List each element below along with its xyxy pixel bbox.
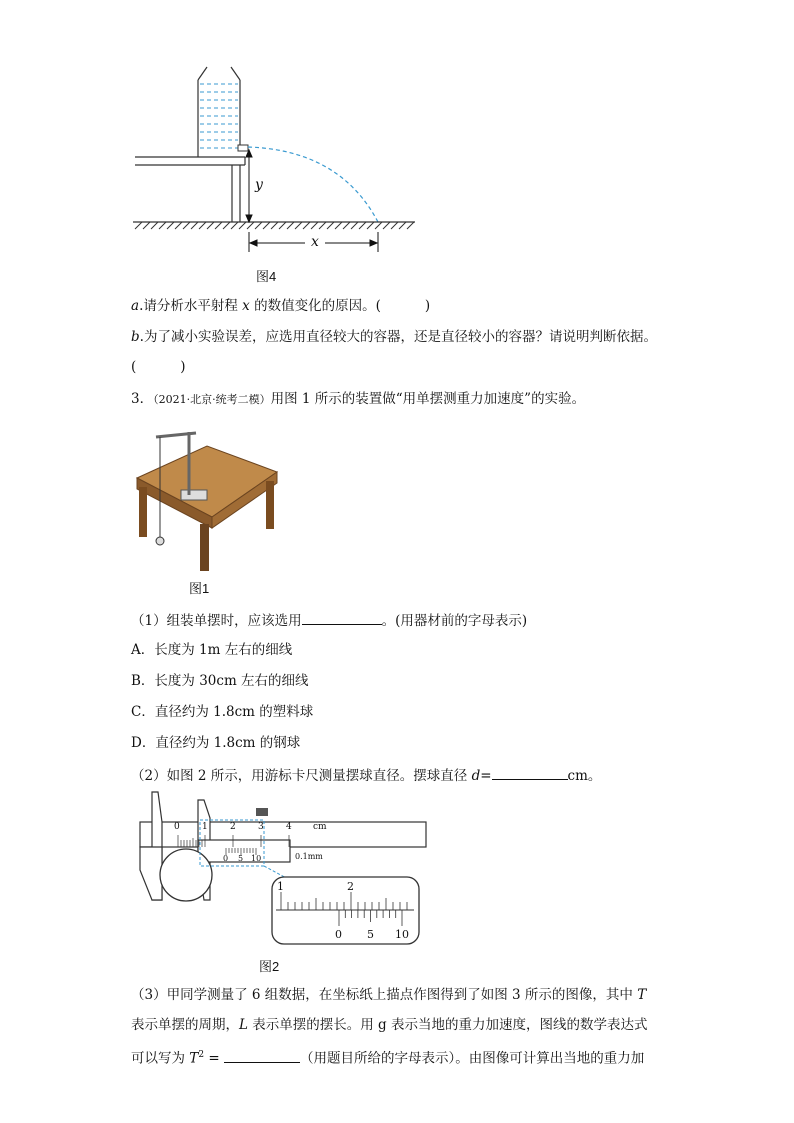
caliper-vernier-label: 10: [251, 854, 262, 863]
caliper-main-tick-label: 3: [258, 822, 264, 832]
caliper-lock-screw: [256, 808, 268, 816]
caliper-precision: 0.1mm: [295, 852, 323, 861]
caliper-vernier-label: 5: [238, 854, 244, 863]
q3-sub1: （1）组装单摆时，应该选用 。(用器材前的字母表示): [131, 610, 527, 630]
q3-option-c: C．直径约为 1.8cm 的塑料球: [131, 704, 314, 720]
q2-part-a: a.请分析水平射程 x 的数值变化的原因。( ): [131, 298, 431, 314]
q3-sub3-line2: 表示单摆的周期，L 表示单摆的摆长。用 g 表示当地的重力加速度，图线的数学表达式: [131, 1017, 648, 1033]
fig1-caption: 图1: [189, 581, 210, 596]
q3-option-d: D．直径约为 1.8cm 的钢球: [131, 735, 301, 751]
caliper-fixed-jaw-lower: [140, 847, 162, 900]
pendulum-ball: [160, 849, 212, 901]
q2-part-b-answer: ( ): [131, 359, 186, 375]
fig2-caption: 图2: [259, 959, 280, 974]
zoom-vernier-tick-label: 10: [395, 928, 409, 941]
fig4-label-x: x: [311, 234, 319, 250]
fig4-caption: 图4: [256, 269, 277, 284]
caliper-vernier-label: 0: [223, 854, 229, 863]
fig4-label-y: y: [255, 177, 263, 193]
q3-sub2: （2）如图 2 所示，用游标卡尺测量摆球直径。摆球直径 d= cm。: [131, 765, 601, 785]
caliper-main-tick-label: 2: [230, 822, 236, 832]
zoom-vernier-tick-label: 0: [335, 928, 342, 941]
q3-sub3-line3: 可以写为 $T^2$ = （用题目所给的字母表示）。由图像可计算出当地的重力加: [131, 1046, 644, 1068]
caliper-main-tick-label: 4: [286, 822, 292, 832]
zoom-vernier-tick-label: 5: [367, 928, 374, 941]
q2-part-b: b.为了减小实验误差，应选用直径较大的容器，还是直径较小的容器？请说明判断依据。: [131, 329, 657, 345]
zoom-main-tick-label: 2: [347, 880, 354, 893]
zoom-main-tick-label: 1: [277, 880, 284, 893]
q3-sub3-line1: （3）甲同学测量了 6 组数据，在坐标纸上描点作图得到了如图 3 所示的图像，其中 T: [131, 987, 647, 1003]
q3-stem: 3．（2021·北京·统考二模）用图 1 所示的装置做“用单摆测重力加速度”的实验。: [131, 391, 586, 407]
caliper-main-tick-label: 0: [174, 822, 180, 832]
q3-option-a: A．长度为 1m 左右的细线: [131, 642, 293, 658]
caliper-main-tick-label: 1: [202, 822, 208, 832]
q3-option-b: B．长度为 30cm 左右的细线: [131, 673, 309, 689]
caliper-main-unit: cm: [313, 822, 327, 832]
